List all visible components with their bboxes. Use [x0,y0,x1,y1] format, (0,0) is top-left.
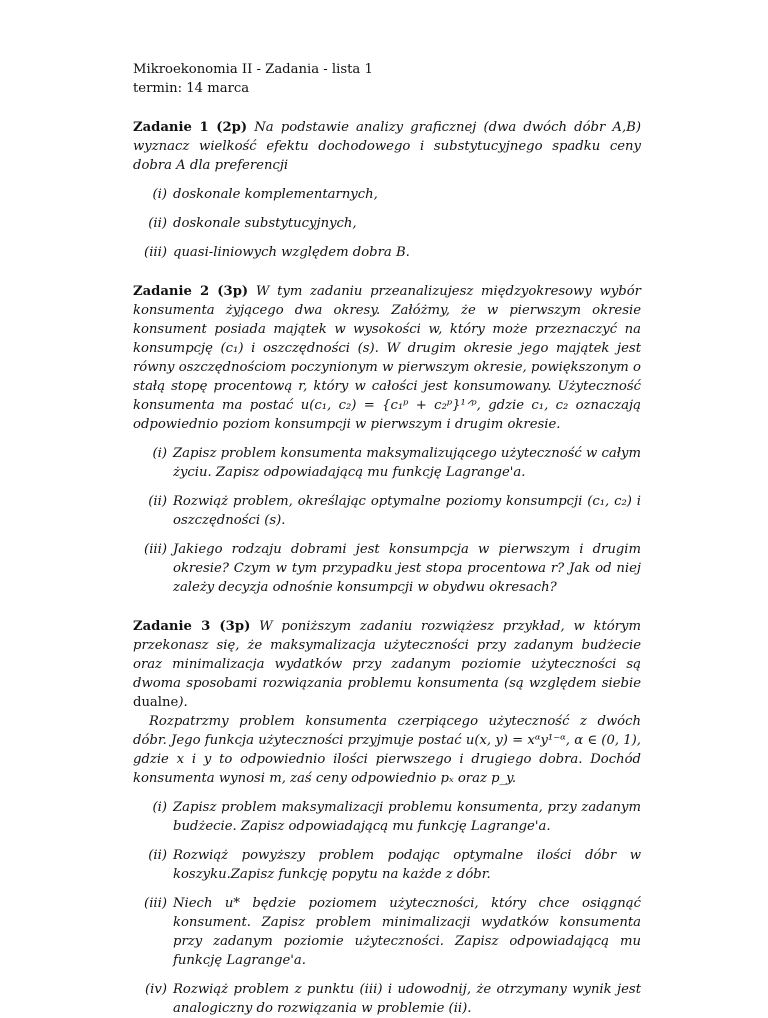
task-3-paragraph-2: Rozpatrzmy problem konsumenta czerpiącego użyteczność z dwóch dóbr. Jego funkcja użyteczności przyjmuje postać u(x, y) = xᵅy¹⁻ᵅ, α ∈ (0, 1), gdzie x i y to odpowiednio ilości pierwszego i drugiego dobra. Dochód konsumenta wynosi m, zaś ceny odpowiednio pₓ oraz p_y. [133,714,641,786]
list-item [133,214,641,233]
list-item [133,798,641,836]
item-number: (iv) [145,982,167,997]
task-1-title: Zadanie 1 (2p) [133,120,248,135]
task-2-body-end: , gdzie c₁, c₂ oznaczają odpowiednio poziom konsumpcji w pierwszym i drugim okresie. [133,398,641,432]
item-text: Rozwiąż problem z punktu (iii) i udowodnij, że otrzymany wynik jest analogiczny do rozwiązania w problemie (ii). [173,982,641,1016]
item-number: (i) [152,800,167,815]
task-3-dual-word: dualne [133,695,179,710]
task-3-body-start: W poniższym zadaniu rozwiążesz przykład, w którym przekonasz się, że maksymalizacja użyteczności przy zadanym budżecie oraz minimalizacja wydatków przy zadanym poziomie użyteczności są dwoma sposobami rozwiązania problemu konsumenta (są względem siebie [133,619,641,691]
list-item [133,540,641,597]
item-number: (i) [152,187,167,202]
item-text: doskonale substytucyjnych, [173,216,357,231]
document-page [133,60,641,1018]
list-item [133,492,641,530]
header-deadline: termin: 14 marca [133,81,250,96]
task-2-title: Zadanie 2 (3p) [133,284,249,299]
task-1 [133,118,641,262]
list-item [133,444,641,482]
item-text: doskonale komplementarnych, [173,187,378,202]
task-3 [133,617,641,1018]
header-title: Mikroekonomia II - Zadania - lista 1 [133,62,373,77]
task-1-items [133,185,641,262]
document-header [133,60,641,98]
item-text: Zapisz problem maksymalizacji problemu konsumenta, przy zadanym budżecie. Zapisz odpowiadającą mu funkcję Lagrange'a. [173,800,641,834]
task-2 [133,282,641,597]
item-text: Rozwiąż powyższy problem podając optymalne ilości dóbr w koszyku.Zapisz funkcję popytu na każde z dóbr. [173,848,641,882]
item-number: (iii) [144,896,167,911]
item-number: (ii) [148,216,167,231]
item-text: Jakiego rodzaju dobrami jest konsumpcja w pierwszym i drugim okresie? Czym w tym przypadku jest stopa procentowa r? Jak od niej zależy decyzja odnośnie konsumpcji w obydwu okresach? [173,542,641,595]
list-item [133,980,641,1018]
list-item [133,894,641,970]
item-number: (iii) [144,245,167,260]
item-number: (ii) [148,848,167,863]
list-item [133,846,641,884]
item-text: Zapisz problem konsumenta maksymalizującego użyteczność w całym życiu. Zapisz odpowiadającą mu funkcję Lagrange'a. [173,446,641,480]
task-3-body-end: ). [178,695,188,710]
list-item [133,185,641,204]
item-number: (iii) [144,542,167,557]
item-text: quasi-liniowych względem dobra B. [173,245,410,260]
task-2-body-start: W tym zadaniu przeanalizujesz międzyokresowy wybór konsumenta żyjącego dwa okresy. Załóżmy, że w pierwszym okresie konsument posiada majątek w wysokości w, który może przeznaczyć na konsumpcję (c₁) i oszczędności (s). W drugim okresie jego majątek jest równy oszczędnościom poczynionym w pierwszym okresie, powiększonym o stałą stopę procentową r, który w całości jest konsumowany. Użyteczność konsumenta ma postać [133,284,641,413]
task-3-items [133,798,641,1018]
task-2-items [133,444,641,597]
item-text: Niech u* będzie poziomem użyteczności, który chce osiągnąć konsument. Zapisz problem minimalizacji wydatków konsumenta przy zadanym poziomie użyteczności. Zapisz odpowiadającą mu funkcję Lagrange'a. [173,896,641,968]
item-text: Rozwiąż problem, określając optymalne poziomy konsumpcji (c₁, c₂) i oszczędności (s). [173,494,641,528]
list-item [133,243,641,262]
item-number: (i) [152,446,167,461]
task-2-utility-formula: u(c₁, c₂) = {c₁ᵖ + c₂ᵖ}¹ᐟᵖ [300,398,477,413]
task-3-title: Zadanie 3 (3p) [133,619,251,634]
item-number: (ii) [148,494,167,509]
task-1-body: Na podstawie analizy graficznej (dwa dwóch dóbr A,B) wyznacz wielkość efektu dochodowego i substytucyjnego spadku ceny dobra A dla preferencji [133,120,641,173]
